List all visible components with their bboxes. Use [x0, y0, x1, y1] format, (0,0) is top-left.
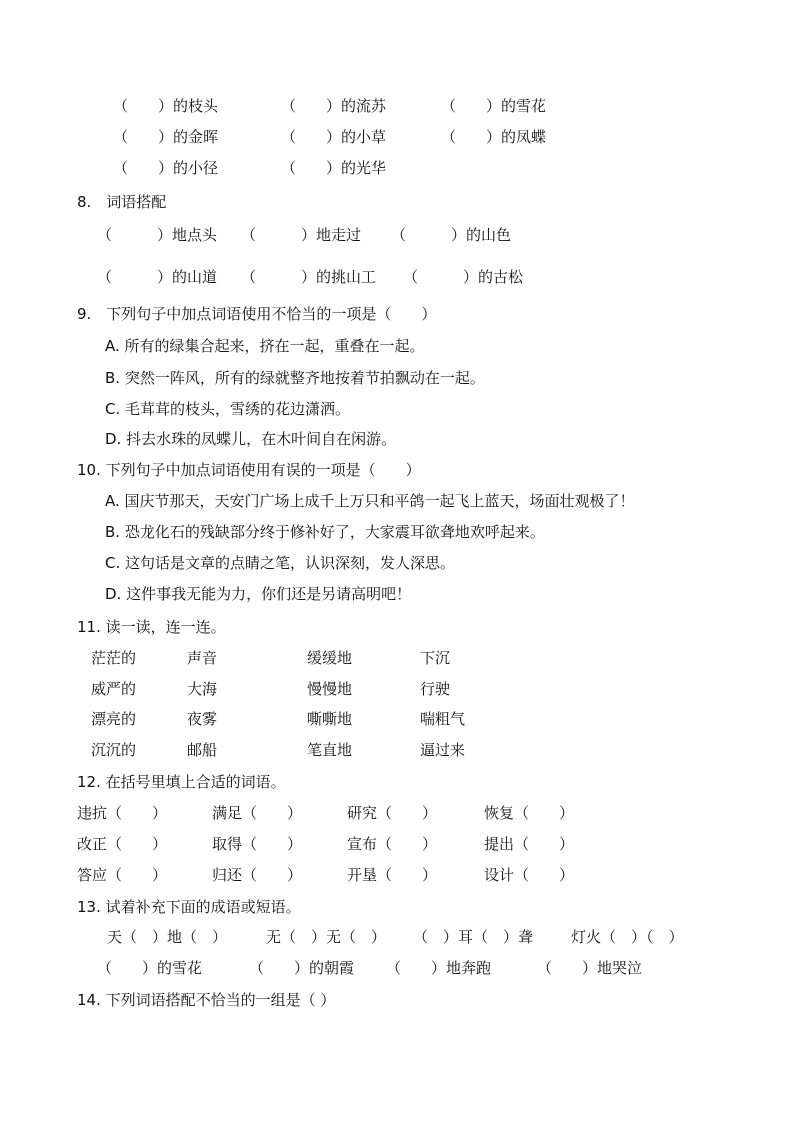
q12-item: 宣布（ ） [347, 835, 438, 853]
q14-title: 14. 下列词语搭配不恰当的一组是（ ） [77, 991, 336, 1009]
q12-item: 设计（ ） [484, 866, 575, 884]
q11-word: 茫茫的 [91, 649, 137, 667]
q13-phrase: （ ）的朝霞 [249, 959, 355, 977]
q12-item: 恢复（ ） [484, 804, 575, 822]
q12-item: 改正（ ） [77, 835, 168, 853]
q11-word: 下沉 [420, 649, 451, 667]
q9-option-d: D. 抖去水珠的凤蝶儿，在木叶间自在闲游。 [105, 430, 397, 448]
q8-title: 8. 词语搭配 [77, 193, 167, 211]
q13-phrase: （ ）的雪花 [97, 959, 203, 977]
q9-title: 9. 下列句子中加点词语使用不恰当的一项是（ ） [77, 305, 437, 323]
q13-idiom: 天（ ）地（ ） [107, 928, 228, 946]
q11-word: 声音 [187, 649, 218, 667]
q13-phrase: （ ）地哭泣 [537, 959, 643, 977]
q13-idiom: 灯火（ ）（ ） [571, 928, 684, 946]
q8-phrase: （ ）地走过 [241, 226, 362, 244]
q8-phrase: （ ）的山道 [97, 268, 218, 286]
q11-title: 11. 读一读，连一连。 [77, 618, 226, 636]
q11-word: 邮船 [187, 741, 218, 759]
q8-phrase: （ ）的山色 [391, 226, 512, 244]
q11-word: 大海 [187, 680, 218, 698]
q7-phrase: （ ）的小草 [281, 128, 387, 146]
q13-idiom: （ ）耳（ ）聋 [413, 928, 534, 946]
q11-word: 逼过来 [420, 741, 466, 759]
q11-word: 行驶 [420, 680, 451, 698]
q13-idiom: 无（ ）无（ ） [266, 928, 387, 946]
q8-phrase: （ ）地点头 [97, 226, 218, 244]
q9-option-c: C. 毛茸茸的枝头，雪绣的花边潇洒。 [105, 400, 351, 418]
q12-item: 开垦（ ） [347, 866, 438, 884]
q11-word: 喘粗气 [420, 710, 466, 728]
q7-phrase: （ ）的光华 [281, 159, 387, 177]
q7-phrase: （ ）的金晖 [113, 128, 219, 146]
q7-phrase: （ ）的枝头 [113, 97, 219, 115]
q13-phrase: （ ）地奔跑 [386, 959, 492, 977]
q12-item: 研究（ ） [347, 804, 438, 822]
q11-word: 威严的 [91, 680, 137, 698]
q12-item: 取得（ ） [212, 835, 303, 853]
q12-item: 提出（ ） [484, 835, 575, 853]
q9-option-a: A. 所有的绿集合起来，挤在一起，重叠在一起。 [105, 337, 425, 355]
q11-word: 嘶嘶地 [307, 710, 353, 728]
q12-title: 12. 在括号里填上合适的词语。 [77, 773, 286, 791]
q7-phrase: （ ）的雪花 [441, 97, 547, 115]
q7-phrase: （ ）的小径 [113, 159, 219, 177]
q12-item: 归还（ ） [212, 866, 303, 884]
q11-word: 夜雾 [187, 710, 218, 728]
q12-item: 答应（ ） [77, 866, 168, 884]
q11-word: 沉沉的 [91, 741, 137, 759]
q10-option-d: D. 这件事我无能为力，你们还是另请高明吧！ [105, 585, 412, 603]
q7-phrase: （ ）的流苏 [281, 97, 387, 115]
q10-option-a: A. 国庆节那天，天安门广场上成千上万只和平鸽一起飞上蓝天，场面壮观极了！ [105, 492, 635, 510]
q7-phrase: （ ）的凤蝶 [441, 128, 547, 146]
q8-phrase: （ ）的挑山工 [241, 268, 377, 286]
q11-word: 笔直地 [307, 741, 353, 759]
q11-word: 缓缓地 [307, 649, 353, 667]
q13-title: 13. 试着补充下面的成语或短语。 [77, 898, 301, 916]
q11-word: 漂亮的 [91, 710, 137, 728]
q10-option-b: B. 恐龙化石的残缺部分终于修补好了，大家震耳欲聋地欢呼起来。 [105, 523, 545, 541]
q12-item: 违抗（ ） [77, 804, 168, 822]
q11-word: 慢慢地 [307, 680, 353, 698]
q9-option-b: B. 突然一阵风，所有的绿就整齐地按着节拍飘动在一起。 [105, 369, 485, 387]
q10-title: 10. 下列句子中加点词语使用有误的一项是（ ） [77, 461, 421, 479]
q12-item: 满足（ ） [212, 804, 303, 822]
q10-option-c: C. 这句话是文章的点睛之笔，认识深刻，发人深思。 [105, 554, 456, 572]
q8-phrase: （ ）的古松 [403, 268, 524, 286]
